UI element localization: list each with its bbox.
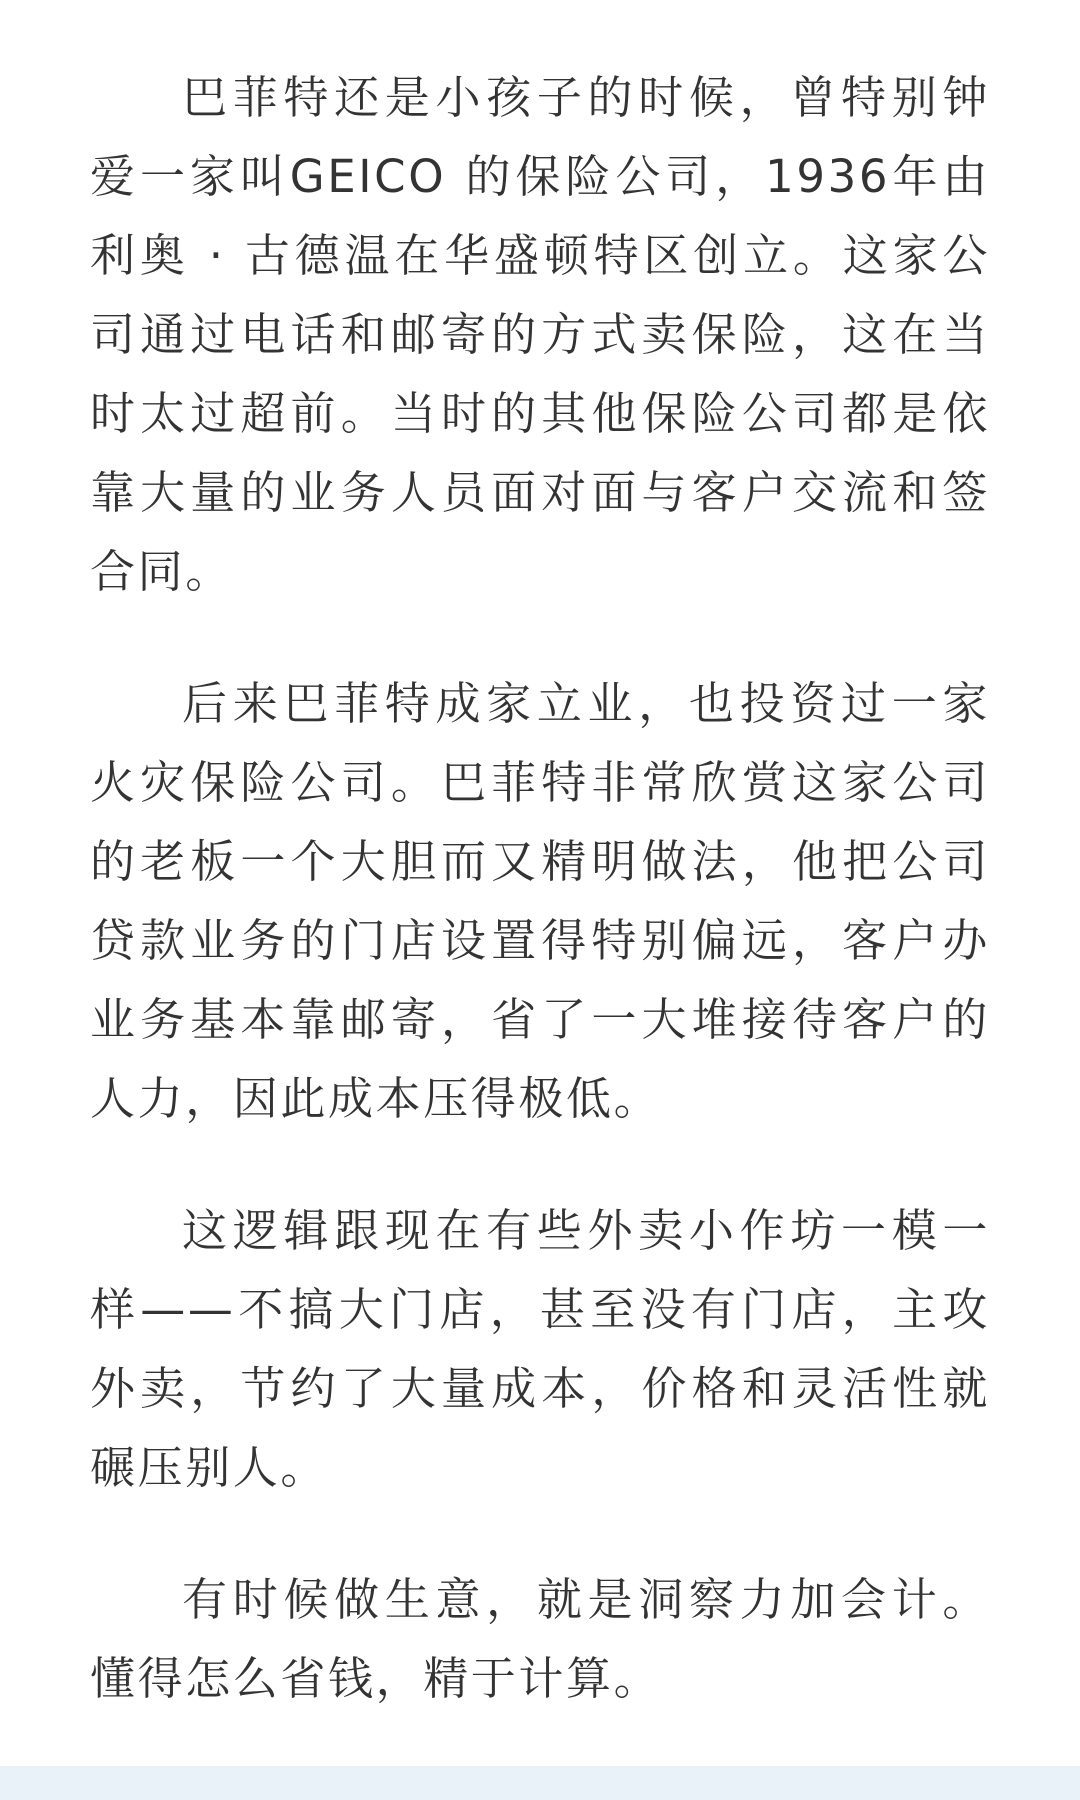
article-body [90,58,990,1718]
bottom-band [0,1766,1080,1800]
paragraph-fire-insurance: 后来巴菲特成家立业，也投资过一家火灾保险公司。巴菲特非常欣赏这家公司的老板一个大胆而又精明做法，他把公司贷款业务的门店设置得特别偏远，客户办业务基本靠邮寄，省了一大堆接待客户的人力，因此成本压得极低。 [90,677,990,1125]
paragraph-geico: 巴菲特还是小孩子的时候，曾特别钟爱一家叫GEICO 的保险公司，1936年由利奥 · 古德温在华盛顿特区创立。这家公司通过电话和邮寄的方式卖保险，这在当时太过超前。当时的其他保险公司都是依靠大量的业务人员面对面与客户交流和签合同。 [90,71,990,598]
paragraph-takeout-analogy: 这逻辑跟现在有些外卖小作坊一模一样——不搞大门店，甚至没有门店，主攻外卖，节约了大量成本，价格和灵活性就碾压别人。 [90,1204,990,1494]
paragraph-conclusion: 有时候做生意，就是洞察力加会计。懂得怎么省钱，精于计算。 [90,1573,990,1705]
